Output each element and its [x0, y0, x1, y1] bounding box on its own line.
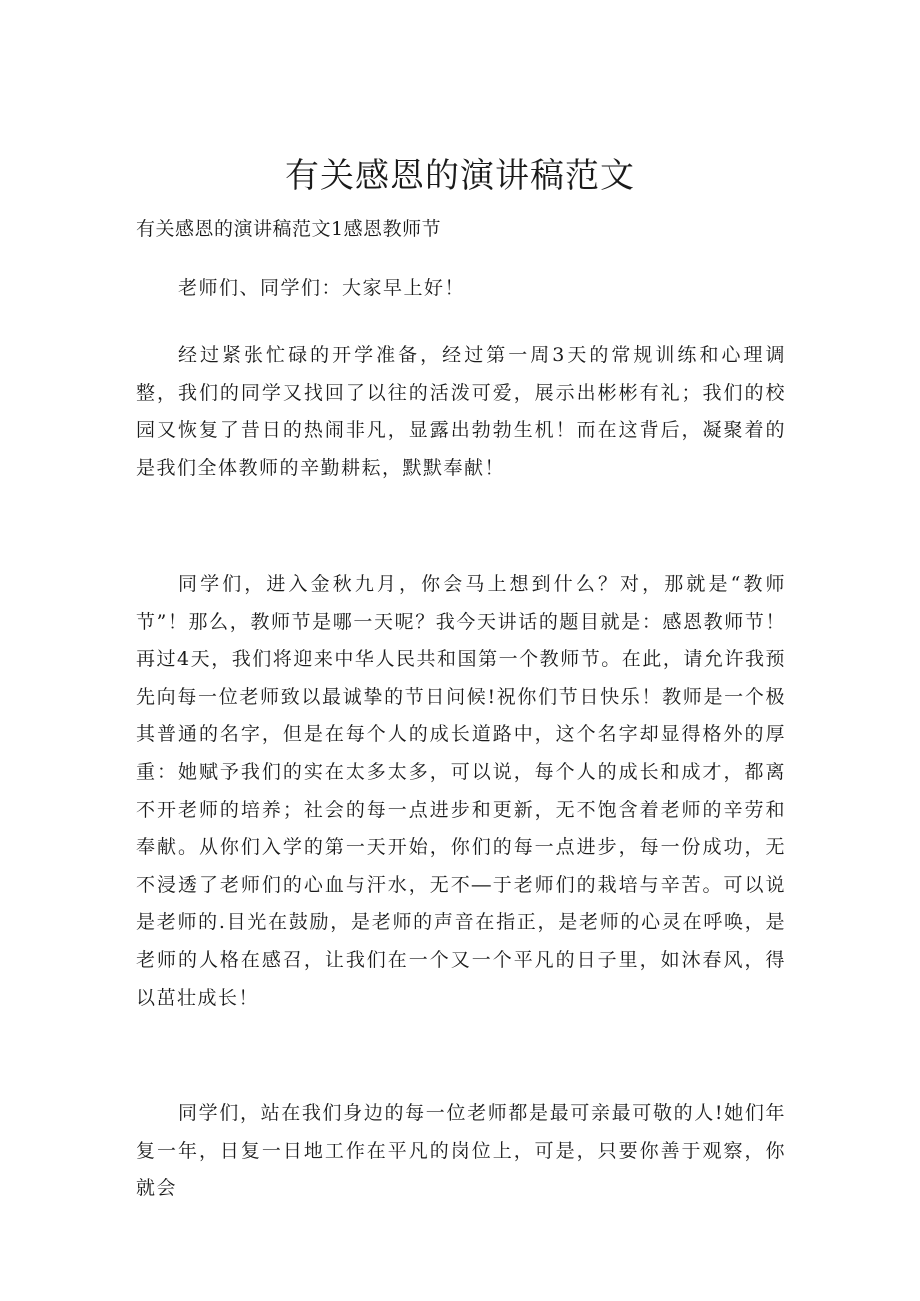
document-title: 有关感恩的演讲稿范文: [285, 156, 635, 196]
paragraph-teachers-day: 同学们，进入金秋九月，你会马上想到什么？对，那就是“教师节”！那么，教师节是哪一天呢？我今天讲话的题目就是：感恩教师节！再过4天，我们将迎来中华人民共和国第一个教师节。在此，请允许我预先向每一位老师致以最诚挚的节日问候!祝你们节日快乐！教师是一个极其普通的名字，但是在每个人的成长道路中，这个名字却显得格外的厚重：她赋予我们的实在太多太多，可以说，每个人的成长和成才，都离不开老师的培养；社会的每一点进步和更新，无不饱含着老师的辛劳和奉献。从你们入学的第一天开始，你们的每一点进步，每一份成功，无不浸透了老师们的心血与汗水，无不―于老师们的栽培与辛苦。可以说是老师的.目光在鼓励，是老师的声音在指正，是老师的心灵在呼唤，是老师的人格在感召，让我们在一个又一个平凡的日子里，如沐春风，得以茁壮成长！: [136, 573, 786, 1009]
paragraph-greeting: 老师们、同学们：大家早上好！: [178, 277, 466, 299]
paragraph-closing: 同学们，站在我们身边的每一位老师都是最可亲最可敬的人!她们年复一年，日复一日地工作在平凡的岗位上，可是，只要你善于观察，你就会: [136, 1102, 786, 1200]
document-subtitle: 有关感恩的演讲稿范文1感恩教师节: [136, 218, 442, 240]
paragraph-intro: 经过紧张忙碌的开学准备，经过第一周3天的常规训练和心理调整，我们的同学又找回了以往的活泼可爱，展示出彬彬有礼；我们的校园又恢复了昔日的热闹非凡，显露出勃勃生机！而在这背后，凝聚着的是我们全体教师的辛勤耕耘，默默奉献！: [136, 344, 786, 479]
